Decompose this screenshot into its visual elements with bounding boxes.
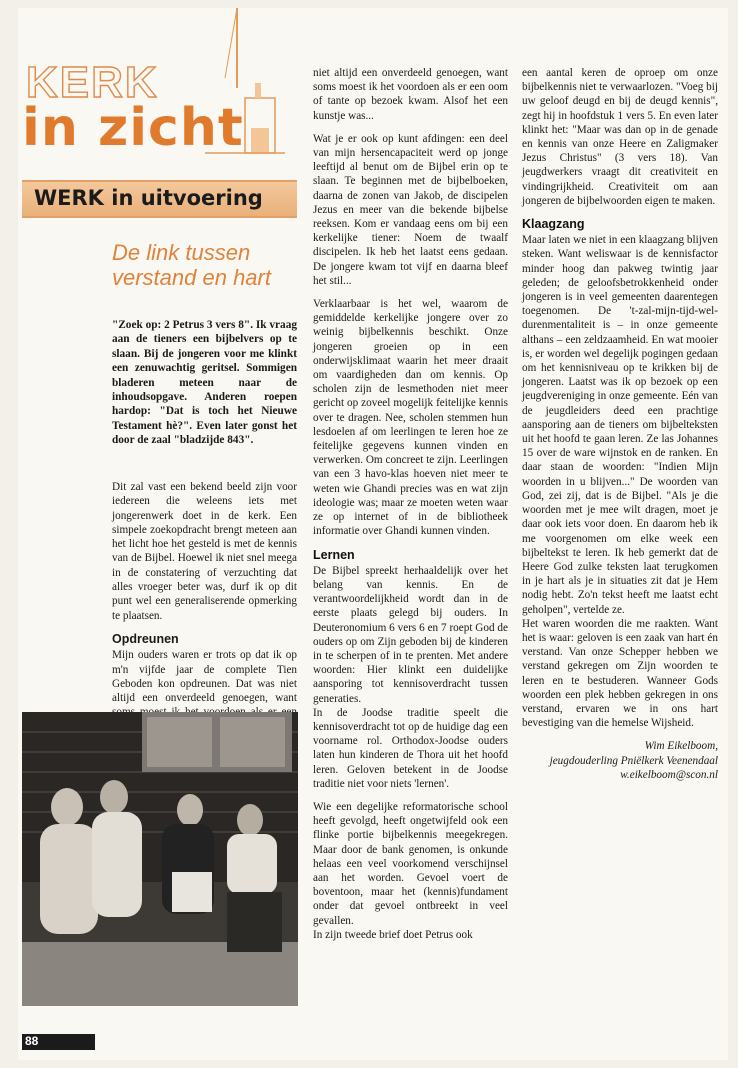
heading-lernen: Lernen [313, 547, 355, 562]
paragraph: Mijn ouders waren er trots op dat ik op m'n vijfde jaar de complete Tien Geboden kon opdreunen. Dat was niet altijd een onverdeeld genoegen, want [112, 649, 297, 705]
paragraph: Dit zal vast een bekend beeld zijn voor iedereen die weleens iets met jongerenwerk doet in de kerk. Een simpele zoekopdracht brengt meteen aan het licht hoe het gesteld is met de kennis van de Bijbel. Hoewel ik niet snel meega in de constatering of verzuchting dat alles vroeger beter was, durf ik op dit punt wel een generaliserende opmerking te plaatsen. [112, 481, 297, 622]
author-role: jeugdouderling Pniëlkerk Veenendaal [549, 754, 718, 767]
paragraph: Maar laten we niet in een klaagzang blijven steken. Want weliswaar is de kennisfactor minder hoog dan pakweg twintig jaar geleden; de geloofsbetrokkenheid onder jongeren is in veel gemeenten daarentegen toegenomen. De 't-zal-mijn-tijd-wel-durenmentaliteit is – in onze gemeente althans – een zeldzaamheid. En wat mooier is, er worden wel degelijk pogingen gedaan om het kennisniveau op te krikken bij de jongeren. Laatst was ik op bezoek op een jeugdvereniging in onze gemeente. Eén van de jeugdleiders deed een prachtige aansporing aan de tieners om bijbelteksten uit het hoofd te gaan leren. Ze las Johannes 15 over de ware wijnstok en de ranken. En daar staan de woorden: "Indien Mijn woorden in u blijven..." De woorden van God, zei zij, dat is de Bijbel. "Als je die woorden met je mee wilt dragen, moet je daar ook iets voor doen. En daarom heb ik me voorgenomen om elke week een bijbeltekst te leren. Ik heb gemerkt dat de Heere God zulke teksten laat terugkomen in je hart als je in situaties zit dat je Hem nodig hebt. Zo'n tekst heeft me laatst echt geholpen", vertelde ze. [522, 234, 718, 616]
paragraph: niet altijd een onverdeeld genoegen, want soms moest ik het voordoen als er een oom of tante op bezoek kwam. Alsof het een kunstje was... [313, 67, 508, 122]
masthead-in-zicht: in zicht [22, 98, 244, 158]
paragraph: In de Joodse traditie speelt die kennisoverdracht tot op de huidige dag een voorname rol. Orthodox-Joodse ouders laten hun kinderen de Thora uit het hoofd leren. Geloven betekent in de Joodse traditie niet voor niets 'lernen'. [313, 706, 508, 790]
paragraph: Wat je er ook op kunt afdingen: een deel van mijn hersencapaciteit werd op jonge leeftijd al benut om de Bijbel erin op te slaan. Te beginnen met de bijbelboeken, daarna de zonen van Jakob, de discipelen Jezus en meer van die bekende bijbelse reeksen. Kom er vandaag eens om bij een kerkelijke tiener: Noem de twaalf discipelen. Ik heb het laatst eens gedaan. De jongere kwam tot vijf en daarna bleef het stil... [313, 132, 508, 287]
masthead-kerk: KERK [26, 58, 159, 107]
paragraph: De Bijbel spreekt herhaaldelijk over het belang van kennis. En de verantwoordelijkheid wordt dan in de eerste plaats gelegd bij ouders. In Deuteronomium 6 vers 6 en 7 roept God de ouders op om Zijn geboden bij de kinderen in te scherpen of in te prenten. Met andere woorden: Hier klinkt een duidelijke aansporing tot kennisoverdracht tussen generaties. [313, 564, 508, 705]
paragraph: een aantal keren de oproep om onze bijbelkennis niet te verwaarlozen. "Voeg bij uw geloof deugd en bij de deugd kennis", zegt hij in hoofdstuk 1 vers 5. En even later klinkt het: "Maar was dan op in de genade en kennis van onze Heere en Zaligmaker Jezus Christus" (3 vers 18). Van jeugdwerkers vraagt dit creativiteit en vindingrijkheid. Creativiteit om aan jongeren de bijbelwoorden eigen te maken. [522, 67, 718, 207]
paragraph: Wie een degelijke reformatorische school heeft gevolgd, heeft ongetwijfeld ook een flinke portie bijbelkennis meegekregen. Maar door de bank genomen, is onkunde helaas een veel voorkomend verschijnsel aan het worden. Gevoel voert de boventoon, maar het (kennis)fundament onder dat gevoel ontbreekt in veel gevallen. [313, 800, 508, 927]
paragraph: Het waren woorden die me raakten. Want het is waar: geloven is een zaak van hart én verstand. Van onze Schepper hebben we verstand gekregen om Zijn woorden te leren en te bestuderen. Wanneer Gods woorden een plek hebben gekregen in ons verstand, ervaren we in ons hart bevestiging van die hemelse Wijsheid. [522, 617, 718, 730]
section-banner [22, 180, 297, 218]
group-photo [22, 712, 298, 1006]
author-email: w.eikelboom@scon.nl [620, 768, 718, 781]
heading-klaagzang: Klaagzang [522, 217, 585, 232]
paragraph: Verklaarbaar is het wel, waarom de gemiddelde kerkelijke jongere over zo weinig bijbelkennis beschikt. Onze jongeren groeien op in een onderwijsklimaat waarin het meer draait om vaardigheden dan om kennis. Op scholen zijn de lesmethoden niet meer gericht op zoveel mogelijk feitelijke kennis over te dragen. Nee, scholen stemmen hun lesdoelen af om leerlingen te leren hoe ze feitelijke gegevens kunnen vinden en verwerken. Om concreet te zijn. Leerlingen van een 3 havo-klas hoeven niet meer te weten wie Ghandi precies was en wat zijn ideologie was; maar ze moeten weten waar ze op internet of in de bibliotheek informatie over Ghandi kunnen vinden. [313, 298, 508, 538]
column-3 [522, 66, 718, 782]
article-intro: "Zoek op: 2 Petrus 3 vers 8". Ik vraag aan de tieners een bijbelvers op te slaan. Bij de jongeren voor me klinkt een zenuwachtig geritsel. Sommigen bladeren meteen naar de inhoudsopgave. Anderen roepen hardop: "Dat is toch het Nieuwe Testament hè?". Even later gonst het door de zaal "bladzijde 843". [112, 319, 297, 447]
paragraph: In zijn tweede brief doet Petrus ook [313, 928, 473, 941]
section-title: WERK in uitvoering [34, 186, 263, 210]
column-2 [313, 66, 508, 951]
column-1 [112, 480, 297, 705]
heading-opdreunen: Opdreunen [112, 631, 179, 646]
author-signature [522, 739, 718, 782]
page-number: 88 [25, 1034, 39, 1048]
article-title: De link tussen verstand en hart [112, 240, 271, 290]
page-number-bar [22, 1034, 95, 1050]
author-name: Wim Eikelboom, [644, 740, 718, 753]
